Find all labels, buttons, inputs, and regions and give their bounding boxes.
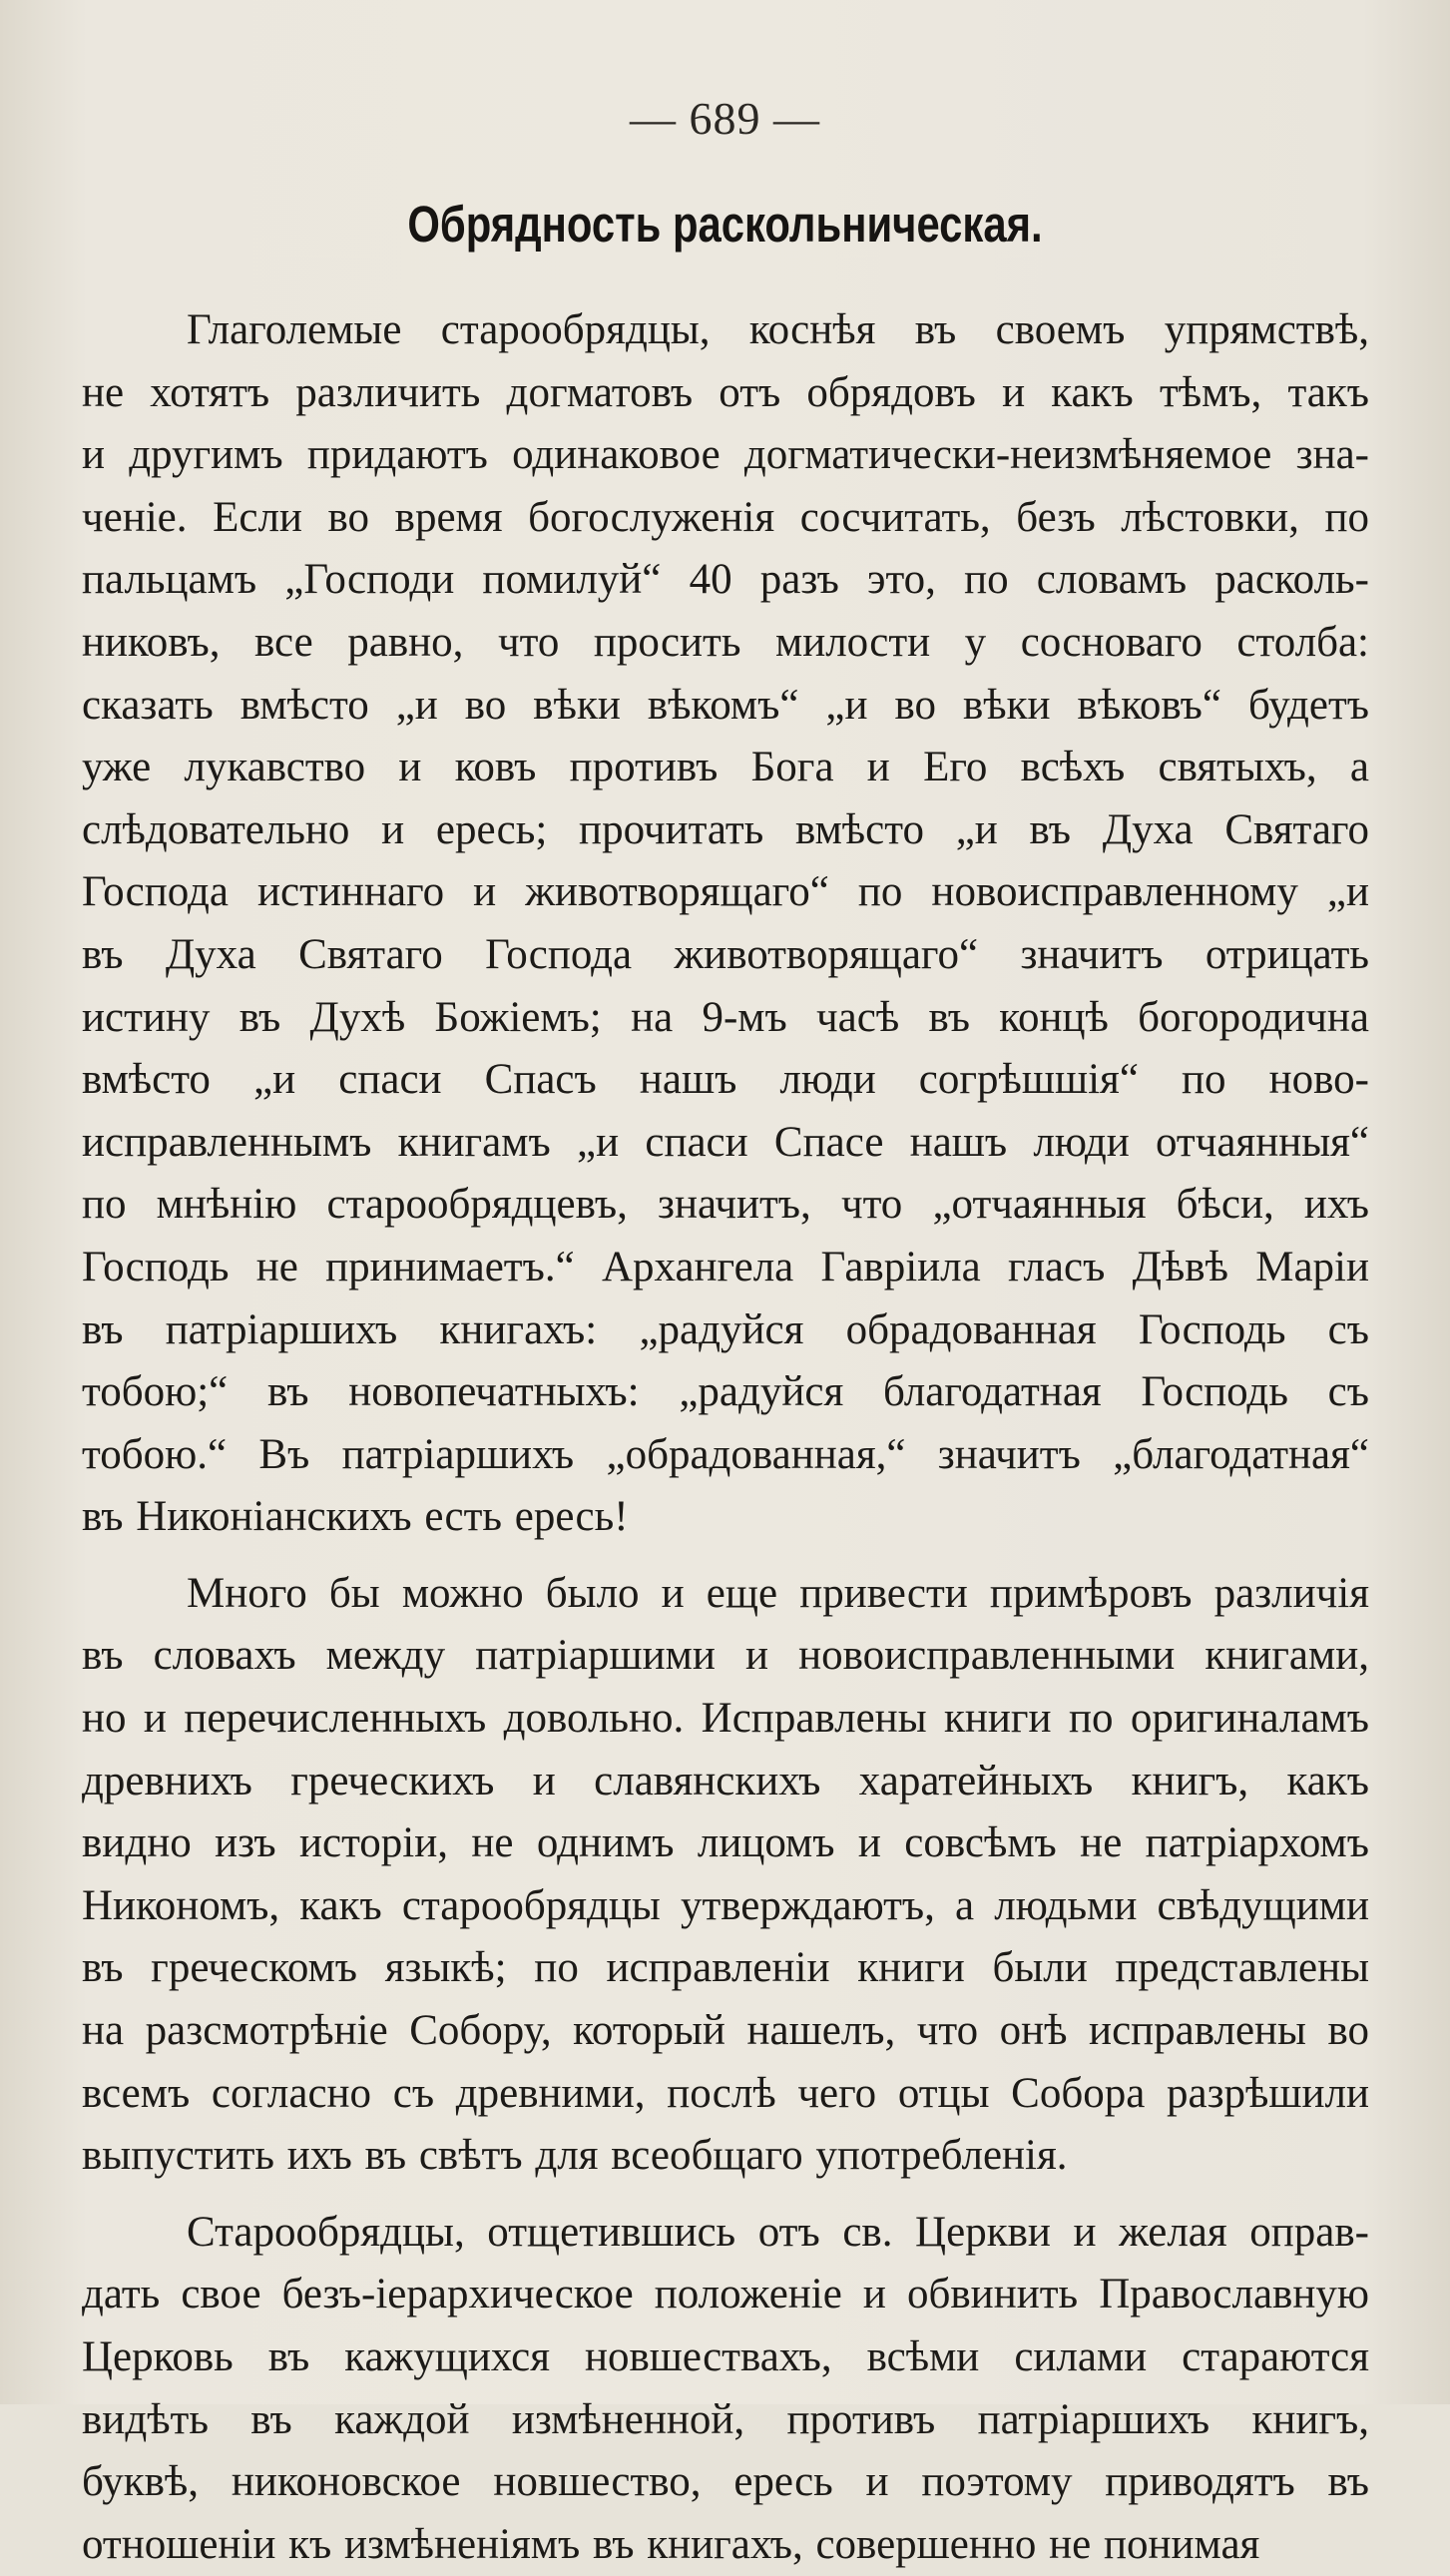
- text-line: Никономъ, какъ старообрядцы утверждаютъ, а людьми свѣдущими: [82, 1881, 1369, 1929]
- text-line: вмѣсто „и спаси Спасъ нашъ люди согрѣшшія“ по ново-: [82, 1056, 1369, 1104]
- text-line: въ греческомъ языкѣ; по исправленіи книги были представлены: [82, 1944, 1369, 1992]
- text-line: буквѣ, никоновское новшество, ересь и поэтому приводятъ въ: [82, 2458, 1369, 2506]
- text-line: пальцамъ „Господи помилуй“ 40 разъ это, по словамъ расколь-: [82, 556, 1369, 604]
- text-line: видѣть въ каждой измѣненной, противъ патріаршихъ книгъ,: [82, 2395, 1369, 2443]
- text-line: древнихъ греческихъ и славянскихъ харатейныхъ книгъ, какъ: [82, 1757, 1369, 1804]
- text-line: дать свое безъ-іерархическое положеніе и обвинить Православную: [82, 2271, 1369, 2318]
- text-line: но и перечисленныхъ довольно. Исправлены книги по оригиналамъ: [82, 1695, 1369, 1743]
- text-line: видно изъ исторіи, не однимъ лицомъ и совсѣмъ не патріархомъ: [82, 1819, 1369, 1867]
- text-line: Глаголемые старообрядцы, коснѣя въ своемъ упрямствѣ,: [187, 306, 1369, 353]
- text-line: Господа истиннаго и животворящаго“ по новоисправленному „и: [82, 868, 1369, 916]
- text-line: въ патріаршихъ книгахъ: „радуйся обрадованная Господь съ: [82, 1305, 1369, 1353]
- text-line: на разсмотрѣніе Собору, который нашелъ, что онѣ исправлены во: [82, 2007, 1369, 2055]
- text-line: слѣдовательно и ересь; прочитать вмѣсто „и въ Духа Святаго: [82, 805, 1369, 853]
- text-line: въ Духа Святаго Господа животворящаго“ значитъ отрицать: [82, 930, 1369, 978]
- text-line: сказать вмѣсто „и во вѣки вѣкомъ“ „и во вѣки вѣковъ“ будетъ: [82, 681, 1369, 729]
- text-line: не хотятъ различить догматовъ отъ обрядовъ и какъ тѣмъ, такъ: [82, 368, 1369, 416]
- paragraph: [82, 299, 1369, 1549]
- text-line: и другимъ придаютъ одинаковое догматически-неизмѣняемое зна-: [82, 431, 1369, 479]
- text-line: въ Никоніанскихъ есть ересь!: [82, 1493, 629, 1541]
- text-line: Господь не принимаетъ.“ Архангела Гавріила гласъ Дѣвѣ Маріи: [82, 1243, 1369, 1290]
- body-text: [82, 299, 1369, 2576]
- text-line: уже лукавство и ковъ противъ Бога и Его всѣхъ святыхъ, а: [82, 744, 1369, 791]
- page-number: — 689 —: [630, 93, 820, 144]
- text-line: Много бы можно было и еще привести примѣровъ различія: [187, 1569, 1369, 1617]
- text-line: исправленнымъ книгамъ „и спаси Спасе нашъ люди отчаянныя“: [82, 1118, 1369, 1166]
- text-line: истину въ Духѣ Божіемъ; на 9-мъ часѣ въ концѣ богородична: [82, 993, 1369, 1041]
- chapter-title: Обрядность раскольническая.: [407, 196, 1043, 253]
- text-line: никовъ, все равно, что просить милости у сосноваго столба:: [82, 618, 1369, 666]
- text-line: тобою;“ въ новопечатныхъ: „радуйся благодатная Господь съ: [82, 1368, 1369, 1416]
- paragraph-gap: [82, 2188, 1369, 2202]
- text-line: по мнѣнію старообрядцевъ, значитъ, что „отчаянныя бѣси, ихъ: [82, 1181, 1369, 1229]
- text-line: всемъ согласно съ древними, послѣ чего отцы Собора разрѣшили: [82, 2069, 1369, 2117]
- text-line: въ словахъ между патріаршими и новоисправленными книгами,: [82, 1632, 1369, 1680]
- text-line: ченіе. Если во время богослуженія сосчитать, безъ лѣстовки, по: [82, 493, 1369, 541]
- paragraph-gap: [82, 1549, 1369, 1563]
- text-line: отношеніи къ измѣненіямъ въ книгахъ, совершенно не понимая: [82, 2520, 1260, 2568]
- paragraph: [82, 1563, 1369, 2188]
- paragraph: [82, 2202, 1369, 2576]
- text-line: Старообрядцы, отщетившись отъ св. Церкви и желая оправ-: [187, 2208, 1369, 2256]
- text-line: выпустить ихъ въ свѣтъ для всеобщаго употребленія.: [82, 2132, 1068, 2180]
- text-line: Церковь въ кажущихся новшествахъ, всѣми силами стараются: [82, 2333, 1369, 2380]
- text-line: тобою.“ Въ патріаршихъ „обрадованная,“ значитъ „благодатная“: [82, 1430, 1369, 1478]
